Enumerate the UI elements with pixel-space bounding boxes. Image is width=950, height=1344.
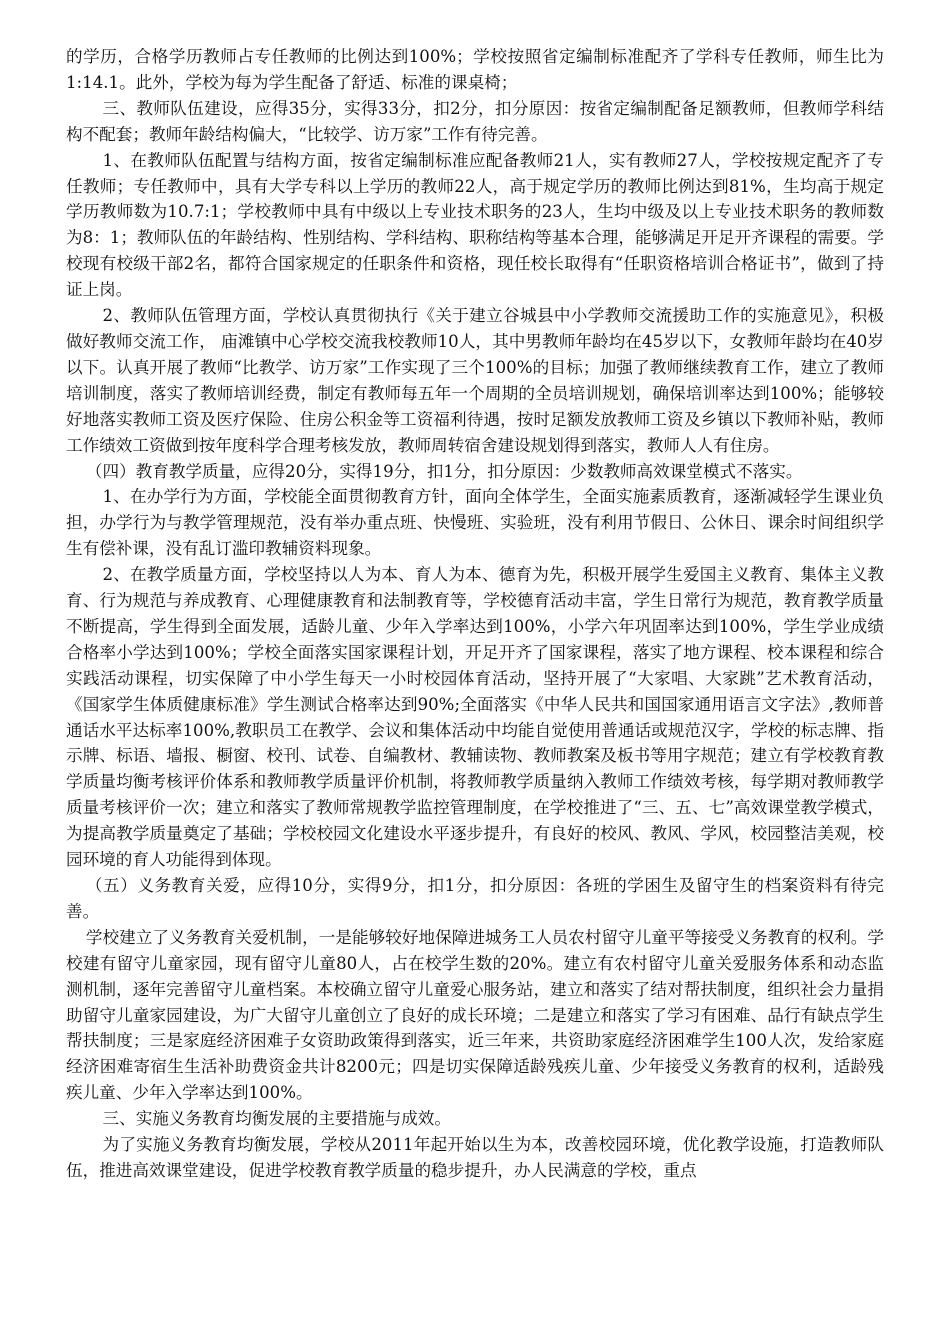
paragraph-teacher-management: 2、教师队伍管理方面，学校认真贯彻执行《关于建立谷城县中小学教师交流援助工作的实施意见》，积极做好教师交流工作， 庙滩镇中心学校交流我校教师10人，其中男教师年龄均在45岁以下，女教师年龄均在40岁以下。认真开展了教师“比教学、访万家”工作实现了三个100%的目标；加强了教师继续教育工作，建立了教师培训制度，落实了教师培训经费，制定有教师每五年一个周期的全员培训规划，确保培训率达到100%；能够较好地落实教师工资及医疗保险、住房公积金等工资福利待遇，按时足额发放教师工资及乡镇以下教师补贴，教师工作绩效工资做到按年度科学合理考核发放，教师周转宿舍建设规划得到落实，教师人人有住房。 (66, 306, 884, 455)
paragraph-care-mechanism: 学校建立了义务教育关爱机制，一是能够较好地保障进城务工人员农村留守儿童平等接受义务教育的权利。学校建有留守儿童家园，现有留守儿童80人，占在校学生数的20%。建立有农村留守儿童关爱服务体系和动态监测机制，逐年完善留守儿童档案。本校确立留守儿童爱心服务站，建立和落实了结对帮扶制度，组织社会力量捐助留守儿童家园建设，为广大留守儿童创立了良好的成长环境；二是建立和落实了学习有困难、品行有缺点学生帮扶制度；三是家庭经济困难子女资助政策得到落实，近三年来，共资助家庭经济困难学生100人次，发给家庭经济困难寄宿生生活补助费资金共计8200元；四是切实保障适龄残疾儿童、少年接受义务教育的权利，适龄残疾儿童、少年入学率达到100%。 (66, 927, 884, 1103)
paragraph-school-conduct: 1、在办学行为方面，学校能全面贯彻教育方针，面向全体学生，全面实施素质教育，逐渐减轻学生课业负担，办学行为与教学管理规范，没有举办重点班、快慢班、实验班，没有利用节假日、公休日、课余时间组织学生有偿补课，没有乱订滥印教辅资料现象。 (66, 487, 884, 559)
document-body (66, 44, 884, 1184)
paragraph-teaching-quality: 2、在教学质量方面，学校坚持以人为本、育人为本、德育为先，积极开展学生爱国主义教育、集体主义教育、行为规范与养成教育、心理健康教育和法制教育等，学校德育活动丰富，学生日常行为规范，教育教学质量不断提高，学生得到全面发展，适龄儿童、少年入学率达到100%，小学六年巩固率达到100%，学生学业成绩合格率小学达到100%；学校全面落实国家课程计划，开足开齐了国家课程，落实了地方课程、校本课程和综合实践活动课程，切实保障了中小学生每天一小时校园体育活动，坚持开展了“大家唱、大家跳”艺术教育活动，《国家学生体质健康标准》学生测试合格率达到90%;全面落实《中华人民共和国国家通用语言文字法》,教师普通话水平达标率100%,教职员工在教学、会议和集体活动中均能自觉使用普通话或规范汉字，学校的标志牌、指示牌、标语、墙报、橱窗、校刊、试卷、自编教材、教辅读物、教师教案及板书等用字规范；建立有学校教育教学质量均衡考核评价体系和教师教学质量评价机制，将教师教学质量纳入教师工作绩效考核，每学期对教师教学质量考核评价一次；建立和落实了教师常规教学监控管理制度，在学校推进了“三、五、七”高效课堂教学模式，为提高教学质量奠定了基础；学校校园文化建设水平逐步提升，有良好的校风、教风、学风，校园整洁美观，校园环境的育人功能得到体现。 (66, 565, 884, 870)
paragraph-measures-intro: 为了实施义务教育均衡发展，学校从2011年起开始以生为本，改善校园环境，优化教学设施，打造教师队伍，推进高效课堂建设，促进学校教育教学质量的稳步提升，办人民满意的学校，重点 (66, 1135, 884, 1180)
paragraph-section-teacher-team: 三、教师队伍建设，应得35分，实得33分，扣2分，扣分原因：按省定编制配备足额教师，但教师学科结构不配套；教师年龄结构偏大，“比较学、访万家”工作有待完善。 (66, 98, 884, 144)
paragraph-teacher-allocation: 1、在教师队伍配置与结构方面，按省定编制标准应配备教师21人，实有教师27人，学校按规定配齐了专任教师；专任教师中，具有大学专科以上学历的教师22人，高于规定学历的教师比例达到81%，生均高于规定学历教师数为10.7:1；学校教师中具有中级以上专业技术职务的23人，生均中级及以上专业技术职务的教师数为8：1；教师队伍的年龄结构、性别结构、学科结构、职称结构等基本合理，能够满足开足开齐课程的需要。学校现有校级干部2名，都符合国家规定的任职条件和资格，现任校长取得有“任职资格培训合格证书”，做到了持证上岗。 (66, 150, 884, 300)
paragraph-section-compulsory-care: （五）义务教育关爱，应得10分，实得9分，扣1分，扣分原因：各班的学困生及留守生的档案资料有待完善。 (66, 876, 884, 921)
paragraph-intro-continuation: 的学历，合格学历教师占专任教师的比例达到100%；学校按照省定编制标准配齐了学科专任教师，师生比为1:14.1。此外，学校为每为学生配备了舒适、标准的课桌椅； (66, 47, 884, 92)
paragraph-section-measures: 三、实施义务教育均衡发展的主要措施与成效。 (102, 1109, 451, 1129)
paragraph-section-teaching-quality: （四）教育教学质量，应得20分，实得19分，扣1分，扣分原因：少数教师高效课堂模式不落实。 (85, 461, 803, 481)
